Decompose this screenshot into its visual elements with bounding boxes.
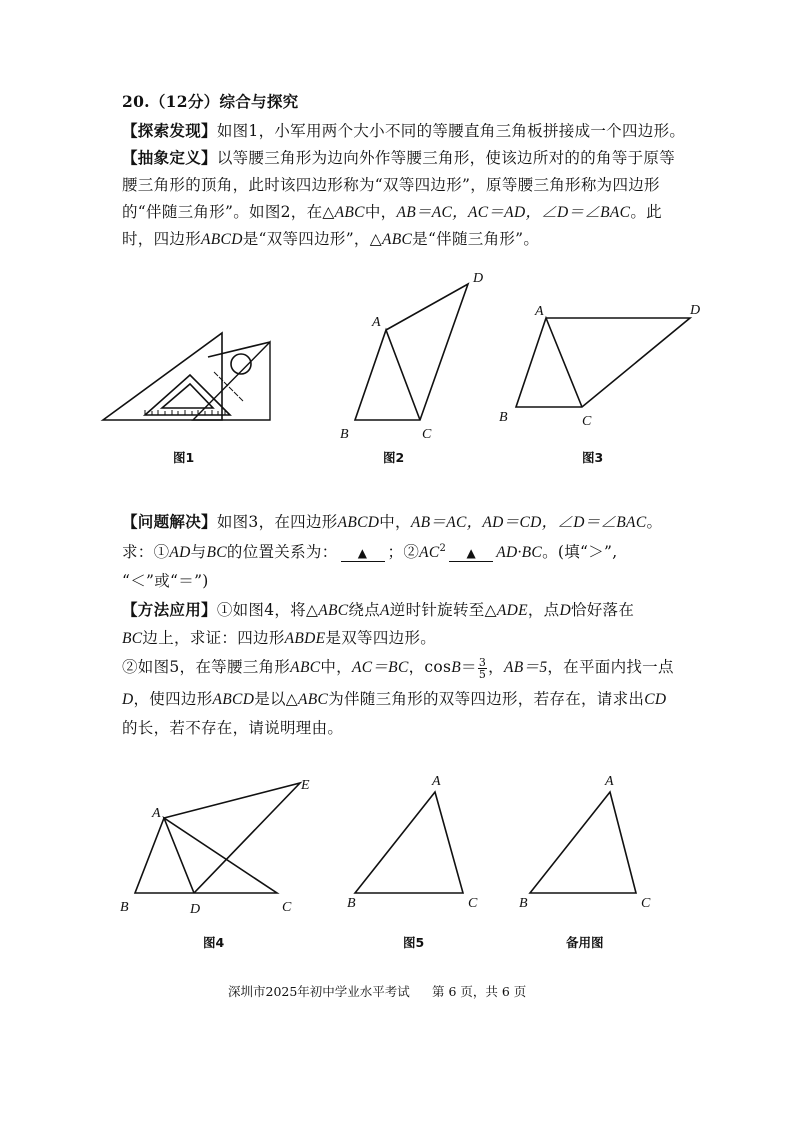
fig2-caption: 图2 [383,450,405,465]
method-line-3 [122,655,674,680]
problem-text-2d: ；② [387,543,420,561]
segment-ac-label: AC [419,544,440,561]
triangle-abc-label: ABC [381,231,413,248]
definition-text-2: 腰三角形的顶角，此时该四边形称为“双等四边形”，原等腰三角形称为四边形 [122,176,660,194]
segment-bc-label: BC [122,630,143,647]
fig3-caption: 图3 [582,450,604,465]
angle-b-label: B [451,659,462,676]
fig2-label-c: C [422,427,432,442]
fig3-label-c: C [582,414,592,429]
figure-2 [355,284,468,420]
equals-sign: ＝ [461,658,477,676]
question-heading [122,90,298,112]
problem-tag: 【问题解决】 [122,512,217,531]
definition-line-3 [122,200,662,222]
method-text-3d: ， [488,658,504,676]
method-text-1c: 逆时针旋转至△ [389,601,497,619]
problem-condition: AB＝AC，AD＝CD，∠D＝∠BAC [410,514,647,531]
definition-text-3c: 。此 [630,203,662,221]
method-line-4 [122,687,666,709]
method-text-1e: 恰好落在 [570,601,635,619]
method-text-2c: 是双等四边形。 [325,629,437,647]
fig3-label-a: A [535,304,544,319]
explore-paragraph [122,119,685,141]
triangle-abc-label: ABC [318,602,349,619]
triangle-abc-label: ABC [298,691,329,708]
method-line-2 [122,626,436,648]
spare-label-a: A [605,774,614,789]
fig5-label-b: B [347,896,356,911]
method-text-4d: 为伴随三角形的双等四边形，若存在，请求出 [328,690,645,708]
explore-text: 如图1，小军用两个大小不同的等腰直角三角板拼接成一个四边形。 [216,122,686,140]
definition-text-3a: 的“伴随三角形”。如图2，在△ [122,203,335,221]
method-text-2b: 边上，求证：四边形 [142,629,285,647]
method-line-5 [122,716,343,738]
problem-text-3: “＜”或“＝”) [122,572,209,590]
method-text-4b: ，使四边形 [133,690,213,708]
fig4-label-e: E [301,778,310,793]
method-text-1d: ，点 [527,601,560,619]
answer-blank-1[interactable]: ▲ [341,546,385,562]
triangle-ade-label: ADE [496,602,528,619]
question-title: 综合与探究 [219,92,299,111]
footer-page-number: 第 6 页，共 6 页 [432,984,527,999]
fig4-label-b: B [120,900,129,915]
definition-text-4a: 时，四边形 [122,230,202,248]
method-text-3b: 中， [320,658,352,676]
figure-3 [516,318,690,407]
point-d-label: D [559,602,571,619]
quad-abde-label: ABDE [284,630,326,647]
figure-5 [355,792,463,893]
definition-condition: AB＝AC，AC＝AD，∠D＝∠BAC [396,204,631,221]
spare-label-b: B [519,896,528,911]
method-text-1a: ①如图4，将△ [216,601,319,619]
fig4-label-a: A [152,806,161,821]
fig4-label-d: D [190,902,201,917]
definition-line-1 [122,146,675,168]
fig5-label-a: A [432,774,441,789]
triangle-abc-label: ABC [334,204,365,221]
figure-4 [135,783,300,893]
condition-ac-bc: AC＝BC [351,659,409,676]
problem-text-2a: 求：① [122,543,170,561]
fraction-numerator: 3 [478,655,487,669]
quad-abcd-label: ABCD [212,691,255,708]
fraction-three-fifths [478,657,487,680]
figure-1 [103,333,270,420]
explore-tag: 【探索发现】 [122,121,217,140]
fig3-label-b: B [499,410,508,425]
spare-caption: 备用图 [566,935,604,950]
fig4-caption: 图4 [203,935,225,950]
fig2-label-d: D [473,271,484,286]
problem-line-2 [122,540,618,562]
quad-abcd-label: ABCD [337,514,380,531]
problem-text-2e: 。(填“＞”, [542,543,618,561]
fig1-caption: 图1 [173,450,195,465]
fig2-label-b: B [340,427,349,442]
answer-blank-2[interactable]: ▲ [449,546,493,562]
point-d-label: D [122,691,134,708]
problem-text-1c: 。 [646,513,663,531]
footer-exam-name: 深圳市2025年初中学业水平考试 [228,984,410,999]
point-a-label: A [380,602,390,619]
problem-text-2c: 的位置关系为： [226,543,338,561]
definition-tag: 【抽象定义】 [122,148,217,167]
product-ad-bc: AD·BC [496,544,543,561]
definition-text-3b: 中， [364,203,397,221]
quad-abcd-label: ABCD [201,231,243,248]
method-text-3c: ，cos [408,658,452,676]
fraction-denominator: 5 [478,667,487,681]
fig5-label-c: C [468,896,478,911]
exponent: 2 [439,542,447,554]
fig5-caption: 图5 [403,935,425,950]
condition-ab-5: AB＝5 [503,659,548,676]
figures-top [0,260,800,480]
segment-cd-label: CD [644,691,667,708]
fig2-label-a: A [372,315,381,330]
method-text-4c: 是以△ [254,690,299,708]
method-tag: 【方法应用】 [122,600,217,619]
definition-line-4 [122,227,539,249]
definition-line-2 [122,173,660,195]
fig4-label-c: C [282,900,292,915]
method-text-5: 的长，若不存在，请说明理由。 [122,719,344,737]
triangle-abc-label: ABC [290,659,321,676]
fig3-label-d: D [690,303,701,318]
definition-text-4b: 是“双等四边形”，△ [242,230,382,248]
definition-text-1: 以等腰三角形为边向外作等腰三角形，使该边所对的的角等于原等 [216,149,676,167]
segment-bc-label: BC [206,544,227,561]
problem-text-1a: 如图3，在四边形 [216,513,338,531]
figures-bottom [0,765,800,925]
method-text-3a: ②如图5，在等腰三角形 [122,658,291,676]
question-number: 20. [122,92,150,111]
segment-ad-label: AD [169,544,191,561]
question-points: （12分） [149,92,220,111]
method-text-1b: 绕点 [348,601,380,619]
problem-line-1 [122,510,662,532]
method-text-3e: ，在平面内找一点 [547,658,674,676]
method-line-1 [122,598,634,620]
problem-line-3 [122,569,209,591]
problem-text-1b: 中， [379,513,411,531]
problem-text-2b: 与 [190,543,207,561]
spare-label-c: C [641,896,651,911]
figure-spare [530,792,636,893]
definition-text-4c: 是“伴随三角形”。 [412,230,540,248]
